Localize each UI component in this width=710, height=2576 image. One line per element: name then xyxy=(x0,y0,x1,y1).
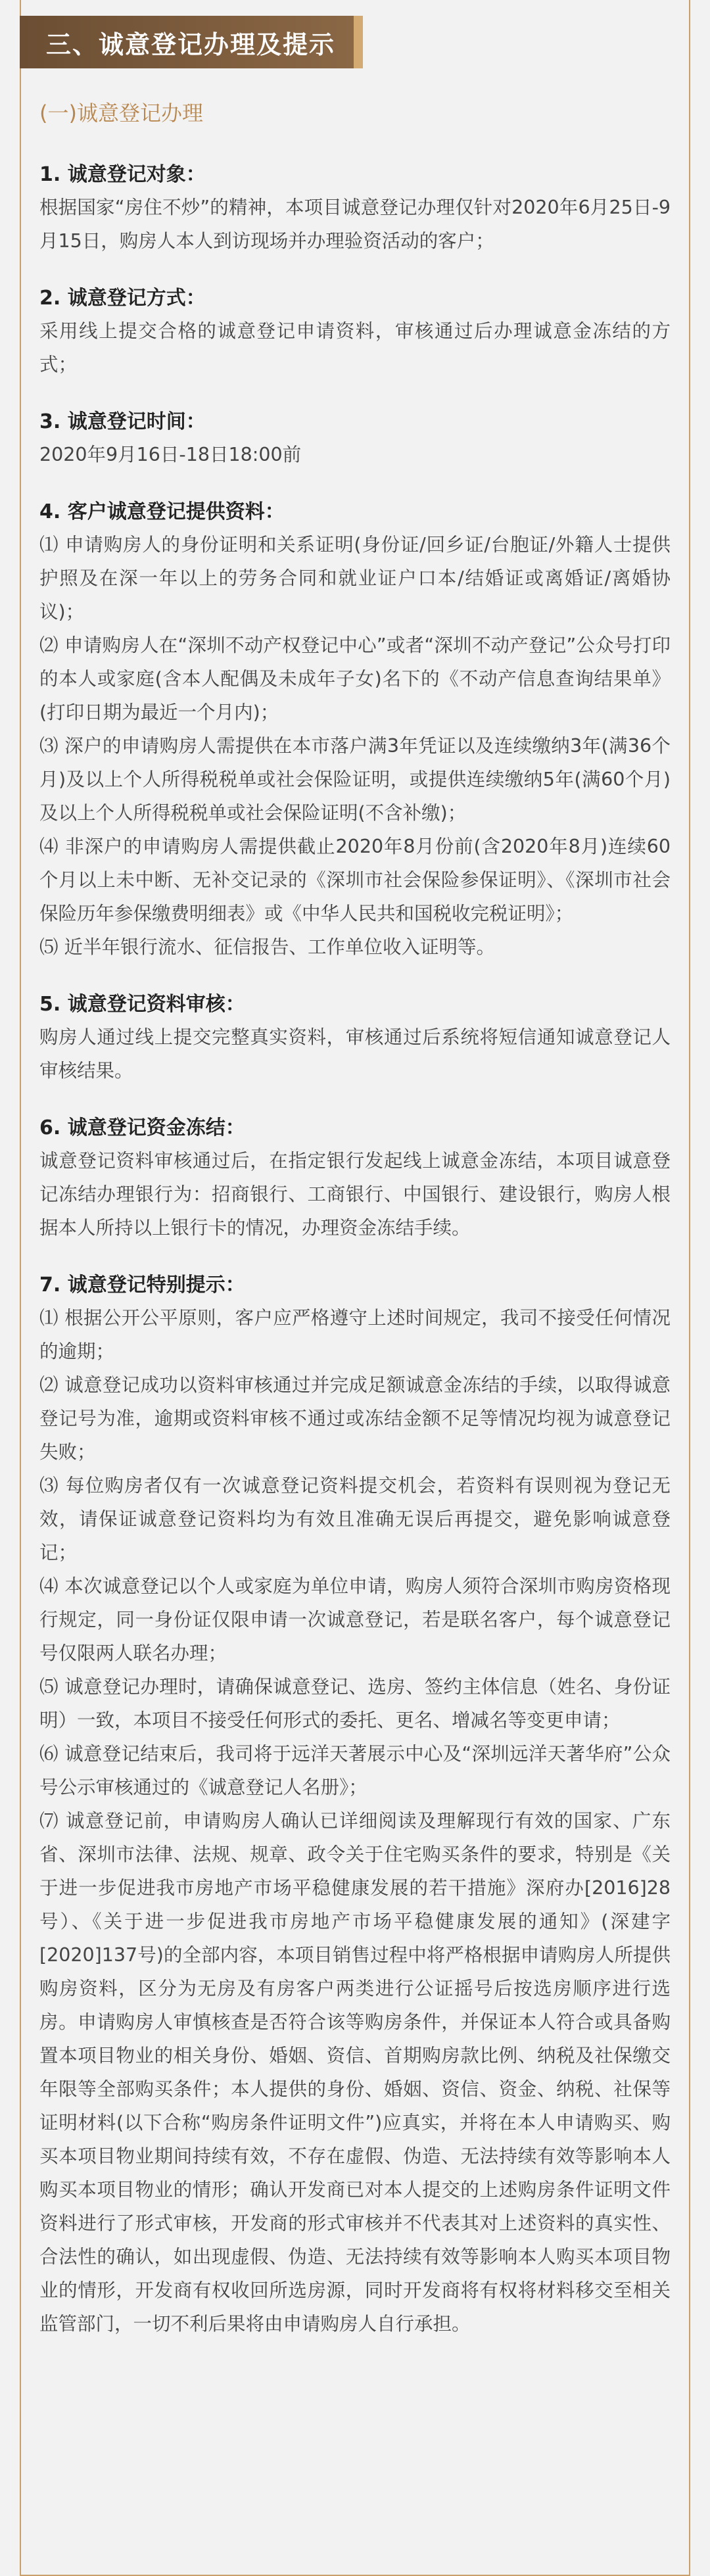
item-paragraph: ⑷ 本次诚意登记以个人或家庭为单位申请，购房人须符合深圳市购房资格现行规定，同一身份证仅限申请一次诚意登记，若是联名客户，每个诚意登记号仅限两人联名办理； xyxy=(39,1575,671,1664)
item-paragraph: ⑶ 深户的申请购房人需提供在本市落户满3年凭证以及连续缴纳3年(满36个月)及以上个人所得税税单或社会保险证明，或提供连续缴纳5年(满60个月)及以上个人所得税税单或社会保险证明(不含补缴)； xyxy=(39,735,671,824)
item-paragraph: ⑴ 根据公开公平原则，客户应严格遵守上述时间规定，我司不接受任何情况的逾期； xyxy=(39,1307,671,1362)
item-registration-time xyxy=(39,406,671,471)
item-paragraph: 2020年9月16日-18日18:00前 xyxy=(39,444,302,465)
item-paragraph: 根据国家“房住不炒”的精神，本项目诚意登记办理仅针对2020年6月25日-9月15日，购房人本人到访现场并办理验资活动的客户； xyxy=(39,197,671,252)
item-paragraph: 购房人通过线上提交完整真实资料，审核通过后系统将短信通知诚意登记人审核结果。 xyxy=(39,1026,671,1082)
item-paragraph: ⑸ 近半年银行流水、征信报告、工作单位收入证明等。 xyxy=(39,936,496,958)
item-paragraph: 诚意登记资料审核通过后，在指定银行发起线上诚意金冻结，本项目诚意登记冻结办理银行为：招商银行、工商银行、中国银行、建设银行，购房人根据本人所持以上银行卡的情况，办理资金冻结手续。 xyxy=(39,1150,671,1239)
item-paragraph: ⑷ 非深户的申请购房人需提供截止2020年8月份前(含2020年8月)连续60个月以上未中断、无补交记录的《深圳市社会保险参保证明》、《深圳市社会保险历年参保缴费明细表》或《中华人民共和国税收完税证明》； xyxy=(39,836,671,924)
item-required-documents xyxy=(39,496,671,964)
item-registration-method xyxy=(39,283,671,381)
item-paragraph: 采用线上提交合格的诚意登记申请资料，审核通过后办理诚意金冻结的方式； xyxy=(39,320,671,375)
item-paragraph: ⑺ 诚意登记前，申请购房人确认已详细阅读及理解现行有效的国家、广东省、深圳市法律、法规、规章、政令关于住宅购买条件的要求，特别是《关于进一步促进我市房地产市场平稳健康发展的若干措施》深府办[2016]28号）、《关于进一步促进我市房地产市场平稳健康发展的通知》(深建字[2020]137号)的全部内容，本项目销售过程中将严格根据申请购房人所提供购房资料，区分为无房及有房客户两类进行公证摇号后按选房顺序进行选房。申请购房人审慎核查是否符合该等购房条件，并保证本人符合或具备购置本项目物业的相关身份、婚姻、资信、首期购房款比例、纳税及社保缴交年限等全部购买条件；本人提供的身份、婚姻、资信、资金、纳税、社保等证明材料(以下合称“购房条件证明文件”)应真实，并将在本人申请购买、购买本项目物业期间持续有效，不存在虚假、伪造、无法持续有效等影响本人购买本项目物业的情形；确认开发商已对本人提交的上述购房条件证明文件资料进行了形式审核，开发商的形式审核并不代表其对上述资料的真实性、合法性的确认，如出现虚假、伪造、无法持续有效等影响本人购买本项目物业的情形，开发商有权收回所选房源，同时开发商将有权将材料移交至相关监管部门，一切不利后果将由申请购房人自行承担。 xyxy=(39,1810,671,2335)
item-paragraph: ⑶ 每位购房者仅有一次诚意登记资料提交机会，若资料有误则视为登记无效，请保证诚意登记资料均为有效且准确无误后再提交，避免影响诚意登记； xyxy=(39,1475,671,1563)
content xyxy=(39,99,671,2366)
section-header xyxy=(20,16,363,68)
item-special-notes xyxy=(39,1270,671,2341)
item-registration-target xyxy=(39,159,671,258)
item-fund-freeze xyxy=(39,1112,671,1245)
item-paragraph: ⑴ 申请购房人的身份证明和关系证明(身份证/回乡证/台胞证/外籍人士提供护照及在深一年以上的劳务合同和就业证户口本/结婚证或离婚证/离婚协议)； xyxy=(39,534,671,623)
item-paragraph: ⑵ 申请购房人在“深圳不动产权登记中心”或者“深圳不动产登记”公众号打印的本人或家庭(含本人配偶及未成年子女)名下的《不动产信息查询结果单》(打印日期为最近一个月内)； xyxy=(39,634,671,723)
item-paragraph: ⑹ 诚意登记结束后，我司将于远洋天著展示中心及“深圳远洋天著华府”公众号公示审核通过的《诚意登记人名册》； xyxy=(39,1743,671,1798)
item-title: 4. 客户诚意登记提供资料： xyxy=(39,500,285,523)
item-title: 5. 诚意登记资料审核： xyxy=(39,993,245,1016)
section-title: 三、诚意登记办理及提示 xyxy=(46,30,336,59)
item-title: 6. 诚意登记资金冻结： xyxy=(39,1116,245,1139)
item-paragraph: ⑸ 诚意登记办理时，请确保诚意登记、选房、签约主体信息（姓名、身份证明）一致，本项目不接受任何形式的委托、更名、增减名等变更申请； xyxy=(39,1676,671,1731)
item-title: 2. 诚意登记方式： xyxy=(39,287,206,310)
item-document-review xyxy=(39,989,671,1087)
item-title: 3. 诚意登记时间： xyxy=(39,410,206,433)
item-title: 1. 诚意登记对象： xyxy=(39,163,206,186)
item-paragraph: ⑵ 诚意登记成功以资料审核通过并完成足额诚意金冻结的手续，以取得诚意登记号为准，逾期或资料审核不通过或冻结金额不足等情况均视为诚意登记失败； xyxy=(39,1374,671,1463)
item-title: 7. 诚意登记特别提示： xyxy=(39,1274,245,1297)
subsection-title: (一)诚意登记办理 xyxy=(39,101,203,126)
